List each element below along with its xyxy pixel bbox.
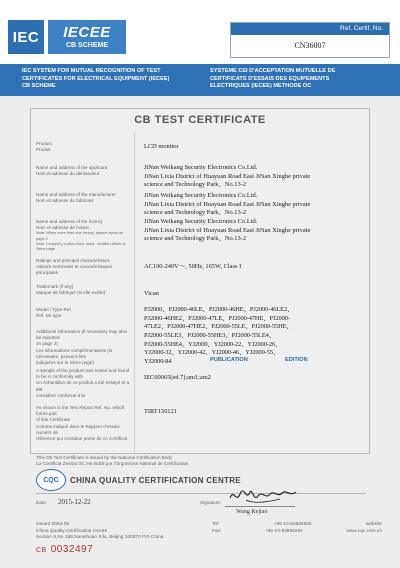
factory-line: JiNan Lixia District of Huayuan Road East JiNan Xinghe private [144, 226, 311, 234]
ratings-label [36, 258, 132, 277]
website-value: www.cqc.com.cn [346, 528, 382, 534]
model-line: YJ2000-84 [144, 357, 172, 365]
test-report-line: As shown in the Test Report Ref. No. which forms part [36, 405, 125, 417]
factory-value [144, 218, 366, 244]
ratings-label-fr: Valeurs nominales et caractéristiques principales [36, 264, 113, 276]
model-line: PJ2000-55LE3、PJ2000-55HE3、PJ2000-55LE4、 [144, 331, 276, 339]
trademark-label [36, 284, 132, 296]
additional-info-line: on page 2) [36, 341, 58, 347]
tel-value: +86-10-83886666 [273, 522, 312, 527]
scheme-en-line: IEC SYSTEM FOR MUTUAL RECOGNITION OF TEST [22, 68, 161, 74]
factory-line: science and Technology Park、No.13-2 [144, 235, 247, 243]
model-line: PJ2000、PJ2000-46LE、PJ2000-46HE、PJ2000-46LE2、 [144, 306, 294, 313]
sample-line: Un échantillon de ce produit a été essayé et a été [36, 380, 130, 392]
scheme-fr-line: SYSTEME CEI D'ACCEPTATION MUTUELLE DE [210, 68, 336, 74]
fax-value: +86-10-83886282 [264, 528, 303, 534]
model-label [36, 307, 132, 319]
scheme-en-line: CERTIFICATES FOR ELECTRICAL EQUIPMENT (IECEE) [22, 75, 170, 82]
factory-label-fr: Nom et adresse de l'usine [36, 225, 89, 231]
applicant-label [36, 165, 132, 177]
manufacturer-line: JiNan Weikang Security Electronics Co.Ltd. [144, 192, 258, 199]
factory-label [36, 219, 132, 252]
factory-label-en: Name and address of the factory [36, 219, 103, 224]
scheme-title-fr [210, 68, 390, 91]
scheme-en-line: CB SCHEME [22, 83, 56, 90]
footer-issued: Issued 2003-05 [36, 522, 70, 527]
product-label-en: Product [36, 141, 52, 146]
test-report-line: Comme indiqué dans le Rapport d'essais numéro de [36, 423, 120, 435]
website-label: website [365, 522, 382, 527]
issued-by-statement [36, 455, 336, 468]
cqc-name: CHINA QUALITY CERTIFICATION CENTRE [70, 476, 241, 485]
manufacturer-line: science and Technology Park、No.13-2 [144, 209, 247, 217]
test-report-label [36, 405, 132, 442]
footer-org: China Quality Certification Centre [36, 528, 108, 534]
sample-line: considéré conforme à la [36, 392, 86, 398]
ref-certif-box [230, 22, 390, 58]
model-line: 47LE2、PJ2000-47HE2、PJ2000-55LE、PJ2000-55HE、 [144, 323, 293, 331]
cqc-divider [36, 493, 366, 494]
iecee-logo-text: IECEE [63, 24, 111, 41]
serial-digits: 0032497 [50, 544, 94, 555]
applicant-value [144, 164, 366, 190]
factory-note-fr: Note: Lorsqu'il y a plus d'une usine, veuillez utiliser la 2ème page [36, 241, 126, 251]
column-divider [134, 132, 135, 454]
cqc-logo: CQC [36, 469, 66, 491]
footer-contact-labels [212, 522, 382, 529]
signer-name: Wang Kejiao [236, 509, 268, 515]
sample-label [36, 368, 132, 399]
sample-line: A sample of the product was tested and found [36, 368, 130, 373]
ref-certif-label: Ref. Certif. No. [231, 23, 389, 35]
date-value: 2015-12-22 [58, 498, 91, 506]
test-report-line: of this Certificate [36, 417, 71, 423]
applicant-line: science and Technology Park、No.13-2 [144, 181, 247, 189]
sample-line: to be in conformity with [36, 374, 83, 380]
publication-header: PUBLICATION [210, 357, 248, 363]
factory-note-en: Note: When more than one factory, please report on page 2 [36, 231, 124, 241]
model-label-en: Model / Type Ref. [36, 307, 72, 312]
tel-label: Tel: [212, 522, 220, 527]
model-line: PJ2000-55HE4、YJ2000、YJ2000-22、YJ2000-26、 [144, 340, 282, 348]
additional-info-line: Les informations complémentaires (si nécessaire, peuvent être [36, 347, 113, 359]
signature-line [225, 506, 295, 507]
applicant-label-fr: Nom et adresse du demandeur [36, 171, 100, 177]
serial-number [36, 544, 93, 555]
applicant-line: JiNan Weikang Security Electronics Co.Ltd. [144, 164, 258, 171]
trademark-label-fr: Marque de fabrique (si elle existe) [36, 290, 106, 296]
iecee-logo-subtext: CB SCHEME [65, 42, 108, 49]
manufacturer-line: JiNan Lixia District of Huayuan Road East JiNan Xinghe private [144, 200, 311, 208]
manufacturer-value [144, 192, 366, 218]
standard-value: IEC60065(ed.7);am1;am2 [144, 374, 211, 381]
model-label-fr: Ref. De type [36, 313, 62, 319]
serial-prefix: CB [36, 547, 47, 554]
fax-label: Fax: [212, 528, 222, 534]
trademark-label-en: Trademark (if any) [36, 284, 74, 289]
footer-contact-values [212, 529, 382, 536]
edition-header: EDITION [285, 357, 308, 363]
header [0, 0, 400, 64]
manufacturer-label [36, 192, 132, 204]
additional-info-line: Additional information (if necessary may also be reported [36, 329, 128, 341]
certificate-title: CB TEST CERTIFICATE [134, 114, 266, 126]
scheme-title-en [22, 68, 192, 91]
product-label-fr: Produit [36, 147, 51, 153]
certificate-frame [30, 108, 370, 454]
applicant-line: JiNan Lixia District of Huayuan Road East JiNan Xinghe private [144, 172, 311, 180]
trademark-value: Vican [144, 290, 159, 297]
manufacturer-label-en: Name and address of the manufacturer [36, 192, 116, 197]
date-label: Date: [36, 500, 47, 505]
issued-by-en: This CB Test Certificate is issued by the National Certification Body [36, 455, 173, 460]
signature-label: Signature: [200, 500, 221, 505]
scheme-fr-line: ELECTRIQUES (IECEE) METHODE OC [210, 83, 312, 90]
test-report-line: référence qui constitue partie de ce Certificat [36, 435, 128, 441]
model-line: PJ2000-46HE2、PJ2000-47LE、PJ2000-47HE、PJ2000- [144, 314, 290, 322]
footer-right [212, 522, 382, 535]
footer-left [36, 522, 163, 542]
scheme-fr-line: CERTIFICATS D'ESSAIS DES EQUIPEMENTS [210, 75, 330, 82]
model-value [144, 306, 366, 366]
ref-certif-number: CN36007 [294, 41, 326, 50]
iec-logo: IEC [8, 20, 44, 54]
issued-by-fr: Ce Certificat d'essai OC est établi par l'Organisme National de Certification [36, 461, 189, 467]
factory-line: JiNan Weikang Security Electronics Co.Ltd. [144, 218, 258, 225]
product-value: LCD monitor [144, 143, 179, 150]
ratings-label-en: Ratings and principal characteristics [36, 258, 110, 263]
applicant-label-en: Name and address of the applicant [36, 165, 108, 170]
product-label [36, 141, 132, 153]
manufacturer-label-fr: Nom et adresse du fabricant [36, 198, 94, 204]
test-report-number: TIRT150121 [144, 408, 177, 415]
model-line: YJ2000-32、YJ2000-42、YJ2000-46、YJ2000-55、 [144, 349, 280, 357]
footer-address: Section 9,No.188,Nansihuan Xilu, Beijing 100070 P.R.China [36, 535, 164, 541]
scheme-band [0, 64, 400, 96]
additional-info-label [36, 329, 132, 366]
iecee-logo [48, 20, 126, 54]
ratings-value: AC100-240V～, 50Hz, 165W, Class I [144, 263, 242, 270]
additional-info-line: indiquées sur la 2ème page) [36, 359, 94, 365]
